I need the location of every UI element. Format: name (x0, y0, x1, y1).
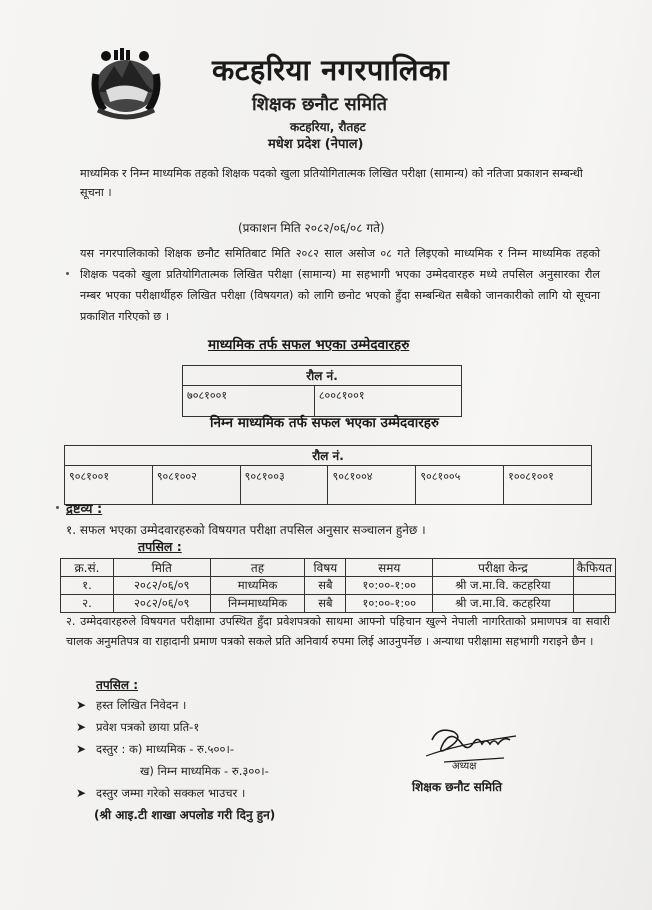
table-row (61, 577, 616, 595)
arrow-bullet-icon: ➤ (76, 698, 87, 712)
list-item-text: प्रवेश पत्रको छाया प्रति-१ (96, 720, 200, 734)
roll-number: १००८१००१ (504, 466, 592, 505)
notice-body: यस नगरपालिकाको शिक्षक छनौट समितिबाट मिति २०८२ साल असोज ०८ गते लिइएको माध्यमिक र निम्न माध्यमिक तहको शिक्षक पदको खुला प्रतियोगितात्मक लिखित परीक्षा (सामान्य) मा सहभागी भएका उम्मेदवारहरु मध्ये तपसिल अनुसारका रौल नम्बर भएका परीक्षार्थीहरु लिखित परीक्षा (विषयगत) को लागि छनोट भएको हुँदा सम्बन्धित सबैको जानकारीको लागि यो सूचना प्रकाशित गरिएको छ । (80, 247, 600, 323)
table-header-row (61, 559, 616, 577)
col-date: मिति (113, 559, 210, 577)
list-sub-item: ख) निम्न माध्यमिक - रु.३००।- (140, 764, 269, 778)
signature-designation: अध्यक्ष (452, 761, 477, 772)
cell-level: निम्नमाध्यमिक (210, 595, 305, 613)
roll-column-header: रौल नं. (65, 446, 592, 466)
cell-serial: १. (61, 577, 114, 595)
requirements-heading: तपसिल : (96, 678, 138, 692)
roll-number: ९०८१००३ (240, 466, 328, 505)
cell-remarks (573, 577, 615, 595)
roll-number: ८००८१००१ (314, 386, 461, 417)
list-item (76, 694, 275, 716)
province: मधेश प्रदेश (नेपाल) (268, 137, 364, 152)
cell-time: १०:००-१:०० (346, 595, 433, 613)
note-2: २. उम्मेदवारहरुले विषयगत परीक्षामा उपस्थित हुँदा प्रवेशपत्रको साथमा आफ्नो पहिचान खुल्ने नेपाली नागरिताको प्रमाणपत्र वा सवारी चालक अनुमतिपत्र वा राहादानी प्रमाण पत्रको सकले प्रति अनिवार्य रुपमा लिई आउनुपर्नेछ । अन्याथा परीक्षामा सहभागी गराइने छैन । (66, 615, 610, 648)
roll-number: ९०८१००१ (65, 466, 153, 505)
cell-date: २०८२/०६/०९ (113, 595, 210, 613)
secondary-heading: माध्यमिक तर्फ सफल भएका उम्मेदवारहरु (208, 337, 410, 353)
list-item (76, 782, 275, 804)
list-item (76, 716, 275, 738)
arrow-bullet-icon: ➤ (76, 742, 87, 756)
table-row (61, 595, 616, 613)
col-serial: क्र.सं. (61, 559, 114, 577)
cell-level: माध्यमिक (210, 577, 305, 595)
col-exam-center: परीक्षा केन्द्र (433, 559, 573, 577)
cell-serial: २. (61, 595, 114, 613)
cell-remarks (573, 595, 615, 613)
committee-name: शिक्षक छनौट समिति (252, 94, 388, 115)
roll-column-header: रौल नं. (183, 366, 462, 386)
secondary-roll-table (182, 365, 462, 417)
note-1: १. सफल भएका उम्मेदवारहरुको विषयगत परीक्षा तपसिल अनुसार सञ्चालन हुनेछ । (66, 523, 426, 537)
col-subject: विषय (305, 559, 346, 577)
roll-number: ७०८१००१ (183, 386, 315, 417)
cell-date: २०८२/०६/०९ (113, 577, 210, 595)
notice-subject: माध्यमिक र निम्न माध्यमिक तहको शिक्षक पदको खुला प्रतियोगितात्मक लिखित परीक्षा (सामान्य) को नतिजा प्रकाशन सम्बन्धी सूचना । (80, 167, 583, 199)
lower-secondary-heading: निम्न माध्यमिक तर्फ सफल भएका उम्मेदवारहरु (210, 415, 439, 431)
list-item-text: दस्तुर जम्मा गरेको सक्कल भाउचर । (96, 786, 246, 800)
col-time: समय (346, 559, 433, 577)
cell-time: १०:००-१:०० (346, 577, 433, 595)
arrow-bullet-icon: ➤ (76, 720, 87, 734)
scan-speck (66, 272, 69, 275)
list-item-text: दस्तुर : क) माध्यमिक - रु.५००।- (96, 742, 234, 756)
lower-secondary-roll-table (64, 445, 592, 505)
publish-date: (प्रकाशन मिति २०८२/०६/०८ गते) (238, 221, 385, 235)
location: कटहरिया, रौतहट (290, 120, 366, 134)
requirements-list (76, 694, 275, 826)
cell-exam-center: श्री ज.मा.वि. कटहरिया (433, 577, 573, 595)
scan-speck (56, 506, 59, 509)
schedule-heading: तपसिल : (138, 539, 182, 554)
list-item (76, 738, 275, 760)
cell-subject: सबै (305, 577, 346, 595)
signature-icon (418, 722, 528, 772)
exam-schedule-table (60, 558, 616, 613)
col-level: तह (210, 559, 305, 577)
signatory-title: शिक्षक छनौट समिति (412, 780, 503, 794)
col-remarks: कैफियत (573, 559, 615, 577)
roll-number: ९०८१००४ (328, 466, 416, 505)
roll-number: ९०८१००२ (152, 466, 240, 505)
arrow-bullet-icon: ➤ (76, 786, 87, 800)
list-item-text: हस्त लिखित निवेदन । (96, 698, 187, 712)
roll-number: ९०८१००५ (416, 466, 504, 505)
cell-subject: सबै (305, 595, 346, 613)
nepal-emblem-icon (84, 44, 168, 124)
notes-heading: द्रष्टव्य : (66, 502, 103, 517)
municipality-name: कटहरिया नगरपालिका (212, 53, 450, 87)
upload-note: (श्री आइ.टी शाखा अपलोड गरी दिनु हुन) (94, 808, 276, 822)
cell-exam-center: श्री ज.मा.वि. कटहरिया (433, 595, 573, 613)
